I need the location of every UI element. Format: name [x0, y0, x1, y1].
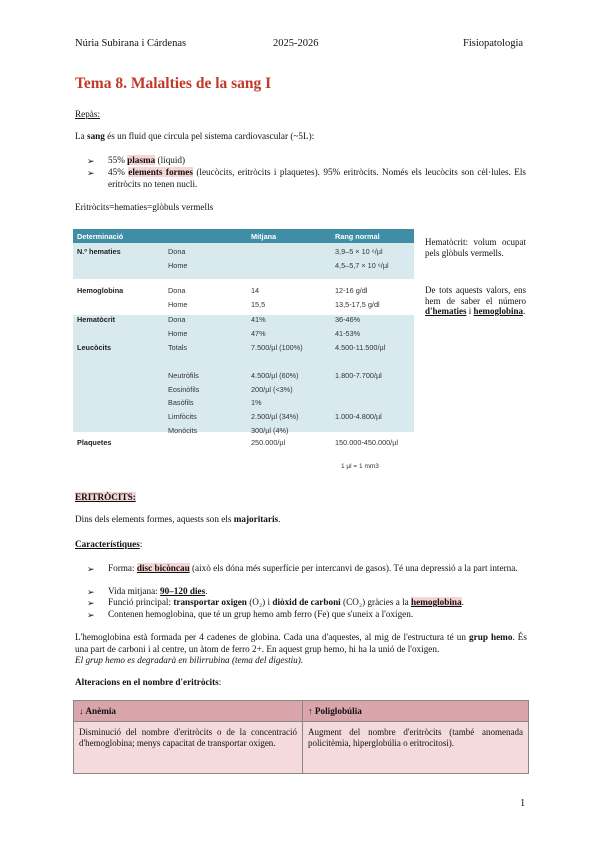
- arrow-bullet-icon: ➢: [87, 156, 95, 166]
- table-cell-mean: 41%: [251, 315, 266, 324]
- poliglobulia-column: [303, 701, 528, 773]
- blood-values-table: [73, 229, 414, 470]
- table-cell-mean: 4.500/µl (60%): [251, 371, 299, 380]
- table-cell-sub: Limfòcits: [168, 412, 197, 421]
- table-cell-sub: Eosinòfils: [168, 385, 200, 394]
- table-cell-range: 36-46%: [335, 315, 361, 324]
- arrow-bullet-icon: ➢: [87, 598, 95, 608]
- eritrocits-heading: ERITRÒCITS:: [75, 492, 136, 502]
- bullet-forma: Forma: disc bicòncau (això els dóna més superfície per intercanvi de gasos). Té una depressió a la part interna.: [108, 563, 518, 573]
- table-header: [73, 229, 414, 243]
- table-cell-mean: 1%: [251, 398, 262, 407]
- poliglobulia-heading: ↑ Poliglobúlia: [308, 706, 362, 716]
- bullet-vida: Vida mitjana: 90–120 dies.: [108, 586, 208, 596]
- table-cell-cat: Leucòcits: [77, 343, 112, 352]
- arrow-bullet-icon: ➢: [87, 587, 95, 597]
- header-author: Núria Subirana i Cárdenas: [75, 38, 187, 49]
- eritrocits-definition: Eritròcits=hematies=glòbuls vermells: [75, 202, 214, 212]
- table-cell-range: 4.500-11.500/µl: [335, 343, 386, 352]
- anemia-heading: ↓ Anèmia: [79, 706, 117, 716]
- bullet-elements: 45% elements formes (leucòcits, eritròcits i plaquetes). 95% eritròcits. Només els leucòcits son cèl·lules. Els eritròcits no tenen nucli.: [108, 167, 526, 189]
- caracteristiques-heading: Característiques:: [75, 539, 143, 549]
- table-cell-range: 13,5-17,5 g/dl: [335, 300, 380, 309]
- table-header-cell: Rang normal: [335, 232, 380, 241]
- table-cell-range: 4,5–5,7 × 10 ⁶/µl: [335, 261, 389, 270]
- bullet-funcio: Funció principal: transportar oxigen (O₂) i diòxid de carboni (CO₂) gràcies a la hemoglobina.: [108, 597, 464, 607]
- table-cell-sub: Dona: [168, 247, 186, 256]
- table-footnote: 1 µl = 1 mm3: [341, 463, 379, 470]
- arrow-bullet-icon: ➢: [87, 610, 95, 620]
- table-cell-mean: 200/µl (<3%): [251, 385, 293, 394]
- table-cell-cat: Plaquetes: [77, 438, 112, 447]
- table-cell-range: 1.000-4.800/µl: [335, 412, 382, 421]
- anemia-description: Disminució del nombre d'eritròcits o de la concentració d'hemoglobina; menys capacitat de transportar oxigen.: [79, 727, 297, 748]
- table-cell-mean: 47%: [251, 329, 266, 338]
- table-header-cell: Determinació: [77, 232, 124, 241]
- table-header-cell: Mitjana: [251, 232, 277, 241]
- header-subject: Fisiopatologia: [463, 38, 524, 49]
- table-cell-range: 12-16 g/dl: [335, 286, 368, 295]
- table-cell-sub: Neutròfils: [168, 371, 199, 380]
- table-cell-range: 3,9–5 × 10 ⁶/µl: [335, 247, 383, 256]
- side-note-hematocrit: Hematòcrit: volum ocupat pels glòbuls vermells.: [425, 237, 526, 258]
- anemia-column: [74, 701, 303, 773]
- table-cell-mean: 2.500/µl (34%): [251, 412, 299, 421]
- bullet-plasma: 55% plasma (líquid): [108, 155, 186, 165]
- header-year: 2025-2026: [273, 38, 319, 49]
- table-cell-mean: 300/µl (4%): [251, 426, 289, 435]
- bullet-contenen: Contenen hemoglobina, que té un grup hemo amb ferro (Fe) que s'uneix a l'oxigen.: [108, 609, 414, 619]
- table-cell-mean: 250.000/µl: [251, 438, 286, 447]
- table-cell-sub: Home: [168, 329, 188, 338]
- side-note-values: De tots aquests valors, ens hem de saber el número d'hematies i hemoglobina.: [425, 285, 526, 316]
- table-cell-range: 1.800-7.700/µl: [335, 371, 382, 380]
- hemoglobin-paragraph: L'hemoglobina està formada per 4 cadenes de globina. Cada una d'aquestes, al mig de l'estructura té un grup hemo. És una part de carboni i al centre, un àtom de ferro 2+. En aquest grup hemo, hi ha la unió de l'oxigen. El grup hemo es degradarà en bilirrubina (tema del digestiu).: [75, 632, 527, 665]
- table-cell-range: 41-53%: [335, 329, 361, 338]
- table-cell-sub: Home: [168, 300, 188, 309]
- table-cell-sub: Home: [168, 261, 188, 270]
- table-cell-mean: 14: [251, 286, 260, 295]
- table-cell-cat: Hematòcrit: [77, 315, 116, 324]
- table-cell-range: 150.000-450.000/µl: [335, 438, 399, 447]
- alteracions-heading: Alteracions en el nombre d'eritròcits:: [75, 677, 222, 687]
- arrow-bullet-icon: ➢: [87, 564, 95, 574]
- page-number: 1: [520, 798, 526, 809]
- page-title: Tema 8. Malalties de la sang I: [75, 75, 272, 92]
- table-cell-sub: Monòcits: [168, 426, 198, 435]
- table-cell-sub: Dona: [168, 315, 186, 324]
- eritrocits-intro: Dins dels elements formes, aquests son els majoritaris.: [75, 514, 281, 524]
- table-cell-mean: 15,5: [251, 300, 266, 309]
- intro-paragraph: La sang és un fluid que circula pel sistema cardiovascular (~5L):: [75, 131, 315, 141]
- alterations-table: [73, 700, 529, 774]
- repas-heading: Repàs:: [75, 109, 101, 119]
- table-cell-sub: Basòfils: [168, 398, 194, 407]
- table-cell-cat: Hemoglobina: [77, 286, 124, 295]
- table-cell-mean: 7.500/µl (100%): [251, 343, 303, 352]
- table-cell-sub: Totals: [168, 343, 188, 352]
- table-cell-cat: N.º hematies: [77, 247, 121, 256]
- table-cell-sub: Dona: [168, 286, 186, 295]
- arrow-bullet-icon: ➢: [87, 168, 95, 178]
- poliglobulia-description: Augment del nombre d'eritròcits (també anomenada policitèmia, hiperglobúlia o eritrocitosi).: [308, 727, 523, 748]
